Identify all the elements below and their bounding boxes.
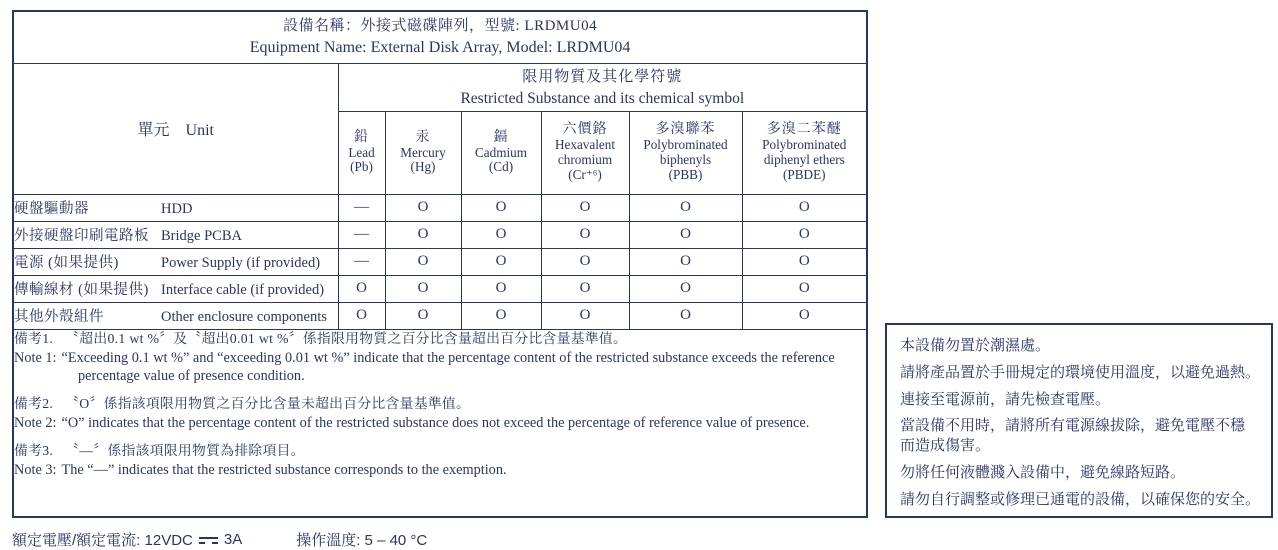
unit-name-en: Other enclosure components xyxy=(161,309,327,325)
substance-en: Hexavalent chromium xyxy=(554,137,616,167)
warning-line: 當設備不用時，請將所有電源線拔除，避免電壓不穩 xyxy=(900,417,1246,435)
value-cell: O xyxy=(742,302,867,329)
note-label: 備考1. xyxy=(14,330,54,346)
value-cell: O xyxy=(338,275,385,302)
note-label: Note 1: xyxy=(14,350,57,367)
warning-line: 請將產品置於手冊規定的環境使用溫度，以避免過熱。 xyxy=(900,363,1261,381)
equipment-title-en: Equipment Name: External Disk Array, Model: LRDMU04 xyxy=(249,38,631,56)
value-cell: O xyxy=(461,221,541,248)
rated-voltage-current: 額定電壓/額定電流: 12VDC xyxy=(12,532,193,549)
notes-cell xyxy=(13,329,867,517)
substance-en: Polybrominated biphenyls xyxy=(643,137,728,167)
value-cell: O xyxy=(629,275,742,302)
note-label: Note 3: xyxy=(14,462,57,479)
note-2-zh xyxy=(14,395,866,414)
value-cell: O xyxy=(385,248,461,275)
warning-line: 而造成傷害。 xyxy=(900,437,991,455)
note-1-zh xyxy=(14,330,866,349)
restricted-substance-header-en: Restricted Substance and its chemical symbol xyxy=(460,89,745,107)
column-header-pbb xyxy=(629,111,742,194)
value-cell: O xyxy=(742,275,867,302)
value-cell: O xyxy=(385,302,461,329)
note-2-en xyxy=(14,414,866,432)
value-cell: O xyxy=(629,248,742,275)
substance-zh: 鎘 xyxy=(493,129,509,145)
unit-cell xyxy=(13,221,338,248)
column-header-pbde xyxy=(742,111,867,194)
note-1-en xyxy=(14,349,866,386)
unit-name-zh: 硬盤驅動器 xyxy=(14,201,89,217)
value-cell: O xyxy=(629,194,742,221)
value-cell: O xyxy=(541,302,629,329)
value-cell: O xyxy=(461,248,541,275)
value-cell: O xyxy=(541,275,629,302)
substance-symbol: (PBDE) xyxy=(783,166,826,182)
warning-line: 請勿自行調整或修理已通電的設備，以確保您的安全。 xyxy=(900,490,1261,508)
warning-line: 勿將任何液體濺入設備中，避免線路短路。 xyxy=(900,463,1186,481)
warning-line: 連接至電源前，請先檢查電壓。 xyxy=(900,390,1111,408)
note-text: 〝超出0.1 wt %〞及〝超出0.01 wt %〞係指限用物質之百分比含量超出百分比含量基準值。 xyxy=(65,330,628,346)
note-text: 〝—〞係指該項限用物質為排除項目。 xyxy=(65,442,305,458)
substance-zh: 汞 xyxy=(415,129,431,145)
value-cell: — xyxy=(338,221,385,248)
note-text: “Exceeding 0.1 wt %” and “exceeding 0.01 wt %” indicate that the percentage content of the restricted substance exceeds the reference percentage value of presence condition. xyxy=(61,350,835,385)
unit-name-zh: 電源 (如果提供) xyxy=(14,255,119,271)
unit-name-en: Bridge PCBA xyxy=(161,228,242,244)
unit-name-zh: 傳輸線材 (如果提供) xyxy=(14,282,149,298)
value-cell: O xyxy=(385,221,461,248)
warning-line: 本設備勿置於潮濕處。 xyxy=(900,337,1051,354)
unit-name-zh: 外接硬盤印刷電路板 xyxy=(14,228,149,244)
dc-current-icon xyxy=(199,537,218,545)
value-cell: O xyxy=(338,302,385,329)
value-cell: O xyxy=(629,221,742,248)
power-rating-footer xyxy=(12,529,427,550)
substance-en: Lead xyxy=(348,144,375,160)
unit-cell xyxy=(13,275,338,302)
note-3 xyxy=(14,442,866,480)
value-cell: O xyxy=(541,194,629,221)
column-header-cadmium xyxy=(461,111,541,194)
value-cell: O xyxy=(461,194,541,221)
equipment-title-zh: 設備名稱：外接式磁碟陣列，型號: LRDMU04 xyxy=(282,17,598,34)
value-cell: O xyxy=(541,221,629,248)
substance-symbol: (Cr⁺⁶) xyxy=(568,166,602,182)
substance-symbol: (Pb) xyxy=(350,159,373,175)
value-cell: O xyxy=(629,302,742,329)
unit-name-zh: 其他外殼組件 xyxy=(14,309,104,325)
value-cell: O xyxy=(385,275,461,302)
restricted-substance-header xyxy=(338,63,867,111)
value-cell: O xyxy=(461,302,541,329)
value-cell: O xyxy=(742,248,867,275)
safety-warning-box xyxy=(885,323,1273,518)
note-3-en xyxy=(14,461,866,479)
equipment-title-cell xyxy=(13,11,867,63)
substance-zh: 多溴二苯醚 xyxy=(766,122,842,138)
substance-en: Mercury xyxy=(400,144,446,160)
note-1 xyxy=(14,330,866,386)
note-label: 備考3. xyxy=(14,442,54,458)
substance-zh: 多溴聯苯 xyxy=(655,122,716,138)
table-row-hdd xyxy=(13,194,867,221)
restricted-substance-header-zh: 限用物質及其化學符號 xyxy=(522,69,683,86)
column-header-mercury xyxy=(385,111,461,194)
value-cell: O xyxy=(541,248,629,275)
unit-cell xyxy=(13,302,338,329)
value-cell: O xyxy=(742,221,867,248)
substance-zh: 六價鉻 xyxy=(562,122,608,138)
note-text: The “—” indicates that the restricted substance corresponds to the exemption. xyxy=(61,462,507,479)
column-header-hexavalent-chromium xyxy=(541,111,629,194)
value-cell: — xyxy=(338,194,385,221)
note-text: “O” indicates that the percentage content of the restricted substance does not exceed the percentage of reference value of presence. xyxy=(61,415,810,432)
unit-cell xyxy=(13,194,338,221)
table-row-interface-cable xyxy=(13,275,867,302)
rated-current-value: 3A xyxy=(223,531,243,548)
operating-temperature: 操作溫度: 5 – 40 °C xyxy=(296,532,428,549)
unit-cell xyxy=(13,248,338,275)
note-3-zh xyxy=(14,442,866,461)
substance-zh: 鉛 xyxy=(354,129,369,145)
unit-name-en: HDD xyxy=(161,201,193,217)
table-row-power-supply xyxy=(13,248,867,275)
column-header-lead xyxy=(338,111,385,194)
value-cell: O xyxy=(742,194,867,221)
unit-column-header: 單元 Unit xyxy=(13,63,338,194)
substance-symbol: (Hg) xyxy=(410,159,436,175)
table-row-bridge-pcba xyxy=(13,221,867,248)
note-2 xyxy=(14,395,866,433)
unit-name-en: Power Supply (if provided) xyxy=(161,255,321,271)
value-cell: O xyxy=(461,275,541,302)
note-text: 〝O〞係指該項限用物質之百分比含量未超出百分比含量基準值。 xyxy=(65,395,471,411)
substance-symbol: (PBB) xyxy=(668,166,703,182)
note-label: Note 2: xyxy=(14,415,57,432)
value-cell: O xyxy=(385,194,461,221)
substance-en: Polybrominated diphenyl ethers xyxy=(762,137,847,167)
restricted-substances-table xyxy=(12,10,868,518)
substance-symbol: (Cd) xyxy=(488,159,514,175)
table-row-other-enclosure xyxy=(13,302,867,329)
note-label: 備考2. xyxy=(14,395,54,411)
substance-en: Cadmium xyxy=(474,144,528,160)
unit-name-en: Interface cable (if provided) xyxy=(161,282,325,298)
value-cell: — xyxy=(338,248,385,275)
